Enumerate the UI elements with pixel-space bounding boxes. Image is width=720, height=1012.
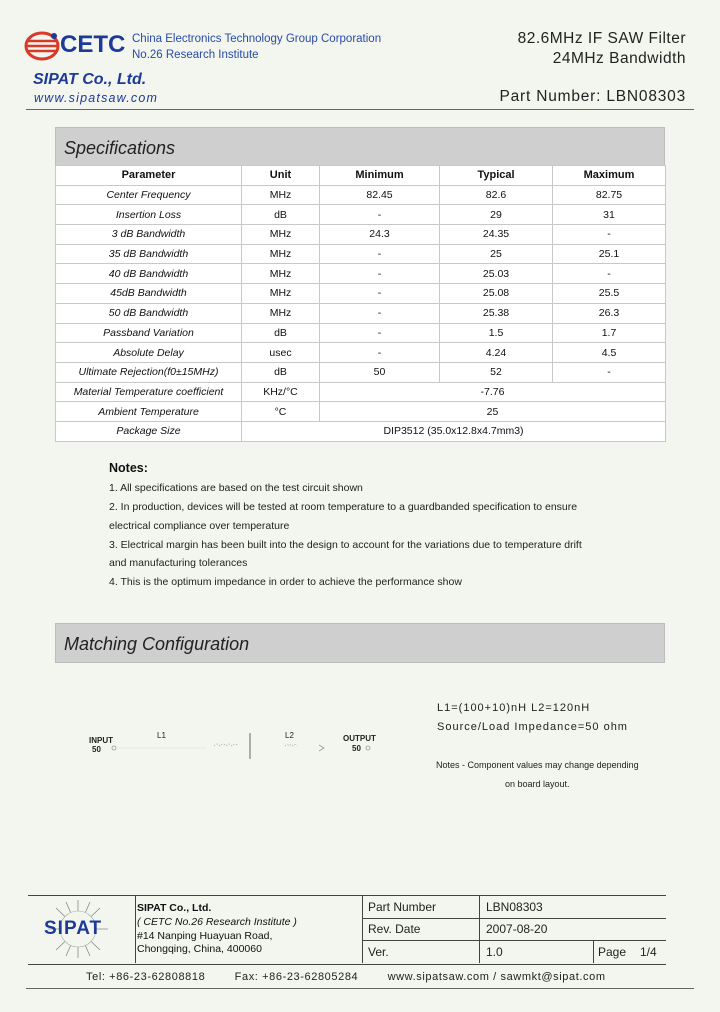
org-line2: No.26 Research Institute [132,49,259,61]
matching-note: Notes - Component values may change depending [436,760,639,770]
footer-bottom-line [26,988,694,989]
fax: Fax: +86-23-62805284 [234,971,359,983]
product-title: 82.6MHz IF SAW Filter [517,30,686,47]
table-row [56,244,666,264]
parameter-cell: Passband Variation [56,323,242,343]
value-cell: 1.7 [553,323,666,343]
value-cell: 82.45 [320,185,440,205]
value-cell: 1.5 [440,323,553,343]
page-value: 1/4 [640,945,657,959]
matching-note: on board layout. [505,779,570,789]
parameter-cell: Center Frequency [56,185,242,205]
value-cell: - [320,303,440,323]
value-cell: 25.08 [440,284,553,304]
value-cell: 26.3 [553,303,666,323]
value-cell: - [320,323,440,343]
table-row [56,303,666,323]
notes-title: Notes: [109,461,148,475]
footer-box [28,895,666,965]
part-number-value: LBN08303 [486,900,543,914]
column-header: Maximum [553,166,666,186]
column-header: Minimum [320,166,440,186]
inductor-values: L1=(100+10)nH L2=120nH [437,702,591,714]
footer-divider [593,940,594,963]
rev-date-label: Rev. Date [368,922,421,936]
value-cell: dB [242,362,320,382]
footer-divider [362,895,363,963]
value-cell: DIP3512 (35.0x12.8x4.7mm3) [242,421,666,441]
table-row [56,382,666,402]
table-row [56,362,666,382]
output-label: OUTPUT [343,734,376,743]
value-cell: - [320,284,440,304]
table-row [56,343,666,363]
value-cell: 29 [440,205,553,225]
note-line: 2. In production, devices will be tested at room temperature to a guardbanded specification to ensure [109,501,578,513]
parameter-cell: Ultimate Rejection(f0±15MHz) [56,362,242,382]
cetc-logo-icon [24,26,64,66]
value-cell: 25.1 [553,244,666,264]
value-cell: MHz [242,303,320,323]
product-subtitle: 24MHz Bandwidth [552,50,686,67]
contact-line [86,971,606,983]
version-value: 1.0 [486,945,503,959]
l2-label: L2 [285,731,294,740]
parameter-cell: Package Size [56,421,242,441]
footer-address: #14 Nanping Huayuan Road, [137,930,273,942]
value-cell: - [320,244,440,264]
note-line: electrical compliance over temperature [109,520,290,532]
footer-divider [362,940,666,941]
value-cell: °C [242,402,320,422]
output-impedance: 50 [352,744,361,753]
value-cell: 82.75 [553,185,666,205]
parameter-cell: Absolute Delay [56,343,242,363]
value-cell: MHz [242,284,320,304]
column-header: Parameter [56,166,242,186]
sipat-logo-text: SIPAT [44,918,103,939]
telephone: Tel: +86-23-62808818 [86,971,206,983]
value-cell: 25 [320,402,666,422]
value-cell: - [320,343,440,363]
table-row [56,323,666,343]
value-cell: 50 [320,362,440,382]
value-cell: 4.5 [553,343,666,363]
table-row [56,225,666,245]
table-header-row [56,166,666,186]
value-cell: 25.03 [440,264,553,284]
value-cell: 24.35 [440,225,553,245]
value-cell: MHz [242,244,320,264]
parameter-cell: 3 dB Bandwidth [56,225,242,245]
value-cell: 4.24 [440,343,553,363]
part-number-label: Part Number [368,900,437,914]
note-line: and manufacturing tolerances [109,557,248,569]
value-cell: -7.76 [320,382,666,402]
specifications-heading: Specifications [55,127,665,167]
matching-heading: Matching Configuration [55,623,665,663]
parameter-cell: 35 dB Bandwidth [56,244,242,264]
value-cell: 31 [553,205,666,225]
footer-institute: ( CETC No.26 Research Institute ) [137,916,297,928]
value-cell: 24.3 [320,225,440,245]
parameter-cell: Material Temperature coefficient [56,382,242,402]
value-cell: - [553,225,666,245]
cetc-logo-text: CETC [60,31,126,58]
value-cell: - [320,205,440,225]
table-row [56,402,666,422]
org-line1: China Electronics Technology Group Corporation [132,33,382,45]
table-row [56,205,666,225]
note-line: 3. Electrical margin has been built into the design to account for the variations due to temperature drift [109,539,582,551]
input-impedance: 50 [92,745,101,754]
parameter-cell: Insertion Loss [56,205,242,225]
value-cell: 82.6 [440,185,553,205]
footer-company: SIPAT Co., Ltd. [137,902,212,914]
value-cell: - [553,362,666,382]
column-header: Unit [242,166,320,186]
note-line: 4. This is the optimum impedance in order to achieve the performance show [109,576,462,588]
value-cell: usec [242,343,320,363]
company-name: SIPAT Co., Ltd. [33,71,147,88]
footer-divider [135,895,136,963]
value-cell: 25.5 [553,284,666,304]
parameter-cell: Ambient Temperature [56,402,242,422]
value-cell: MHz [242,225,320,245]
company-url[interactable]: www.sipatsaw.com [34,91,159,105]
header-divider [26,109,694,110]
value-cell: - [320,264,440,284]
table-row [56,421,666,441]
matching-circuit-diagram [86,725,396,765]
table-row [56,284,666,304]
input-label: INPUT [89,736,113,745]
rev-date-value: 2007-08-20 [486,922,548,936]
value-cell: 25 [440,244,553,264]
column-header: Typical [440,166,553,186]
value-cell: MHz [242,185,320,205]
part-number: Part Number: LBN08303 [499,88,686,105]
contact-web-email[interactable]: www.sipatsaw.com / sawmkt@sipat.com [387,971,606,983]
note-line: 1. All specifications are based on the test circuit shown [109,482,363,494]
value-cell: KHz/°C [242,382,320,402]
footer-city: Chongqing, China, 400060 [137,943,262,955]
value-cell: dB [242,323,320,343]
table-row [56,185,666,205]
value-cell: MHz [242,264,320,284]
value-cell: dB [242,205,320,225]
value-cell: 25.38 [440,303,553,323]
value-cell: 52 [440,362,553,382]
l1-label: L1 [157,731,166,740]
parameter-cell: 40 dB Bandwidth [56,264,242,284]
parameter-cell: 45dB Bandwidth [56,284,242,304]
value-cell: - [553,264,666,284]
page-label: Page [598,945,627,959]
specifications-table [55,165,666,442]
footer-divider [362,918,666,919]
parameter-cell: 50 dB Bandwidth [56,303,242,323]
org-name [132,31,381,63]
impedance-value: Source/Load Impedance=50 ohm [437,721,628,733]
version-label: Ver. [368,945,389,959]
table-row [56,264,666,284]
footer-divider [479,895,480,963]
